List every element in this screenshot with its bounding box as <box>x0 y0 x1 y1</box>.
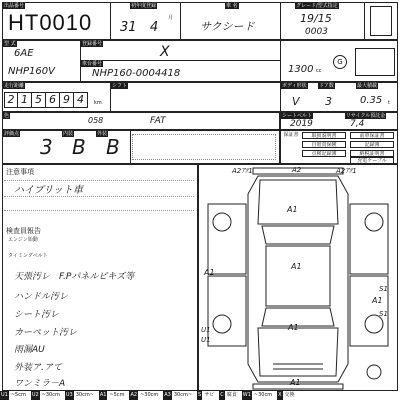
car-name-value: サクシード <box>200 20 255 33</box>
diagram-mark: A1 <box>204 268 215 277</box>
regist-mark: X <box>160 44 170 60</box>
legend-value: ~30cm <box>140 392 159 398</box>
diagram-mark: U1 <box>201 326 211 334</box>
equipment-item: 充電ケーブル <box>350 157 394 164</box>
grade-value-1: 19/15 <box>300 12 332 25</box>
legend-value: ~5cm <box>10 392 26 398</box>
legend-value: ~30cm <box>253 392 273 398</box>
lot-label: 出品番号 <box>4 3 25 9</box>
odometer-digit: 5 <box>32 92 46 108</box>
odometer-digits <box>4 92 88 108</box>
body-label: ボディ形状 <box>282 83 307 89</box>
score-value: 3 <box>40 135 53 159</box>
inspection-item: シート汚レ <box>14 310 60 320</box>
odometer-digit: 4 <box>74 92 88 108</box>
diagram-mark: U1 <box>201 336 211 344</box>
spare-tire-icon <box>367 365 381 379</box>
color-row <box>2 112 280 130</box>
color-value: 058 <box>88 116 104 125</box>
equipment-item: 納税証明書 <box>350 150 394 157</box>
interior-value: B <box>72 135 86 159</box>
diagram-mark: S1 <box>379 310 388 318</box>
car-diagram <box>198 164 398 391</box>
legend-value: 交換 <box>284 392 295 398</box>
displacement-value: 1300 <box>288 64 314 75</box>
month-value: 4 <box>150 20 159 35</box>
damage-legend <box>0 391 400 400</box>
frame-label: 車台番号 <box>82 61 103 67</box>
diagram-mark: A1 <box>372 296 383 305</box>
year-label: 初年度登録 <box>131 3 157 9</box>
notes-label: 注意事項 <box>6 168 34 176</box>
shift-label: シフト <box>112 83 128 89</box>
frame-number: NHP160-0004418 <box>92 68 181 79</box>
diagram-mark: A1 <box>288 323 299 332</box>
seatbelt-value: 2019 <box>290 119 313 129</box>
diagram-mark: A1 <box>290 378 301 387</box>
displacement-unit: cc <box>316 68 322 74</box>
seatbelt-label: シートベルト <box>282 113 313 119</box>
lot-id: HT0010 <box>8 10 93 35</box>
fuel-circle: G <box>333 55 347 69</box>
inspection-item: ワンミラ－A <box>14 379 66 389</box>
engine-check-label: エンジン始動 <box>8 237 38 243</box>
grade-label: グレード/型式指定 <box>296 3 338 9</box>
legend-key: A1 <box>99 392 107 398</box>
doors-value: 3 <box>325 95 332 108</box>
color-label: 色 <box>4 113 10 119</box>
shift-note: FAT <box>150 116 166 126</box>
engine-code: 6AE <box>14 48 34 59</box>
legend-value: 腐食 <box>226 392 237 398</box>
odometer-digit: 6 <box>46 92 60 108</box>
year-value: 31 <box>120 20 137 35</box>
diagram-mark: A1 <box>291 262 302 271</box>
legend-key: U3 <box>65 392 73 398</box>
legend-key: A3 <box>164 392 171 398</box>
inspection-item: 雨漏AU <box>14 345 45 355</box>
legend-key: U1 <box>1 392 8 398</box>
exterior-label: 外装 <box>97 131 108 137</box>
legend-key: W1 <box>242 392 251 398</box>
load-label: 最大積載 <box>357 83 378 89</box>
shift-options <box>130 90 275 100</box>
recycle-value: 7,4 <box>350 119 365 129</box>
diagram-top-label: A2ｱﾃ1 <box>336 167 357 175</box>
odometer-unit: km <box>94 100 102 106</box>
equipment-item: 自賠責保険 <box>302 141 346 148</box>
chassis-code: NHP160V <box>8 66 55 77</box>
odometer-digit: 9 <box>60 92 74 108</box>
fuel-box <box>355 48 395 76</box>
load-value: 0.35 <box>360 95 383 106</box>
equipment-item: 点検記録簿 <box>302 150 346 157</box>
drive-box <box>370 6 392 36</box>
legend-key: X <box>278 392 282 398</box>
timing-label: タイミングベルト <box>8 253 48 259</box>
inspection-item: 天張汚レ F.Pパネルピキズ等 <box>14 272 135 282</box>
diagram-top-label: A2 <box>292 166 302 174</box>
legend-key: U2 <box>31 392 39 398</box>
options-grid <box>132 134 276 160</box>
regist-label: 登録番号 <box>82 41 103 47</box>
body-type-value: V <box>292 95 300 108</box>
diagram-top-label: A2ｱﾃ1 <box>232 167 253 175</box>
interior-label: 内装 <box>63 131 74 137</box>
equipment-item: 保証書 <box>283 132 299 138</box>
legend-value: サビ <box>204 392 215 398</box>
legend-value: ~30cm <box>41 392 60 398</box>
legend-key: A2 <box>130 392 138 398</box>
exterior-value: B <box>106 135 120 159</box>
engine-label: 型 式 <box>4 41 16 47</box>
legend-value: ~5cm <box>109 392 125 398</box>
month-label: 月 <box>168 15 174 21</box>
inspection-item: カーペット汚レ <box>14 328 78 338</box>
load-unit: t <box>388 100 390 106</box>
odometer-label: 走行距離 <box>4 83 25 89</box>
odometer-digit: 1 <box>18 92 32 108</box>
recycle-label: リサイクル預託金 <box>346 113 386 119</box>
legend-value: 30cm~ <box>75 392 94 398</box>
inspection-item: ハンドル汚レ <box>14 292 69 302</box>
inspection-label: 検査員報告 <box>6 227 41 235</box>
equipment-item: 記録簿 <box>350 141 394 148</box>
legend-key: C <box>220 392 224 398</box>
notes-line1: ハイブリット車 <box>14 185 83 196</box>
score-label: 評価点 <box>4 131 20 137</box>
grade-value-2: 0003 <box>305 27 328 37</box>
legend-key: S <box>198 392 202 398</box>
inspection-item: 外装ア.アて <box>14 363 63 373</box>
diagram-mark: S1 <box>379 285 388 293</box>
car-name-label: 車 名 <box>226 3 238 9</box>
equipment-item: 取扱説明書 <box>302 132 346 139</box>
legend-value: 30cm~ <box>173 392 193 398</box>
doors-label: ドア数 <box>319 83 334 89</box>
diagram-mark: A1 <box>287 205 298 214</box>
equipment-item: 前車保証書 <box>350 132 394 139</box>
odometer-digit: 2 <box>4 92 18 108</box>
